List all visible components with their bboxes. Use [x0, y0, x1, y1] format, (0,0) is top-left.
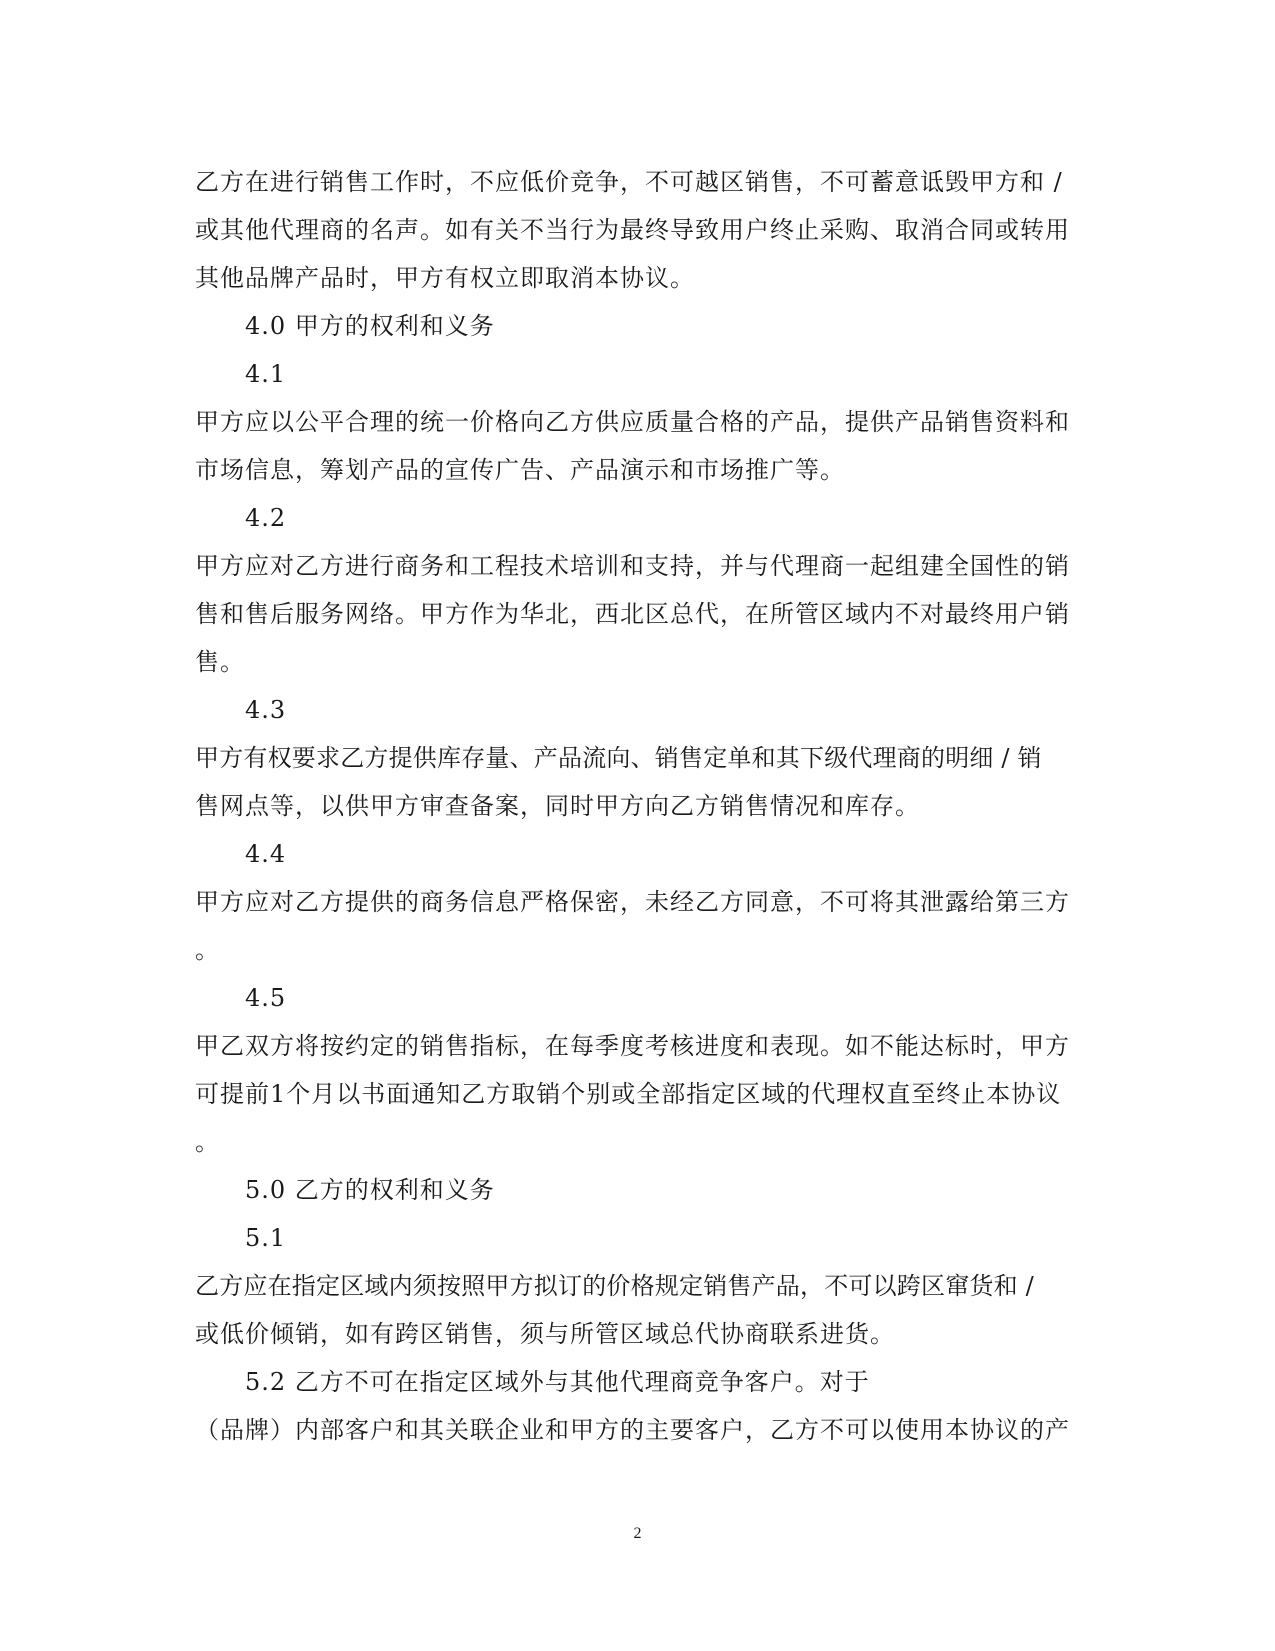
text-line: 售网点等，以供甲方审查备案，同时甲方向乙方销售情况和库存。	[195, 792, 920, 820]
clause-number: 4.1	[245, 360, 287, 388]
text-line: 可提前1个月以书面通知乙方取销个别或全部指定区域的代理权直至终止本协议	[195, 1080, 1062, 1108]
text-line: 甲方应以公平合理的统一价格向乙方供应质量合格的产品，提供产品销售资料和	[195, 408, 1070, 436]
page-number: 2	[633, 1525, 642, 1542]
text-line: 或其他代理商的名声。如有关不当行为最终导致用户终止采购、取消合同或转用	[195, 216, 1070, 244]
clause-number: 4.3	[245, 696, 287, 724]
text-line: （品牌）内部客户和其关联企业和甲方的主要客户，乙方不可以使用本协议的产	[195, 1416, 1070, 1444]
text-line: 市场信息，筹划产品的宣传广告、产品演示和市场推广等。	[195, 456, 845, 484]
clause-number: 4.4	[245, 840, 287, 868]
section-heading: 5.0 乙方的权利和义务	[245, 1176, 495, 1204]
text-line: 或低价倾销，如有跨区销售，须与所管区域总代协商联系进货。	[195, 1320, 895, 1348]
text-line: 售和售后服务网络。甲方作为华北，西北区总代，在所管区域内不对最终用户销	[195, 600, 1070, 628]
clause-number: 5.1	[245, 1224, 287, 1252]
text-line: 甲方有权要求乙方提供库存量、产品流向、销售定单和其下级代理商的明细 / 销	[195, 744, 1042, 772]
section-heading: 4.0 甲方的权利和义务	[245, 312, 495, 340]
document-body	[195, 158, 1070, 1454]
text-line: 。	[195, 936, 220, 964]
text-line: 乙方在进行销售工作时，不应低价竞争，不可越区销售，不可蓄意诋毁甲方和 /	[195, 168, 1063, 196]
text-line: 甲乙双方将按约定的销售指标，在每季度考核进度和表现。如不能达标时，甲方	[195, 1032, 1070, 1060]
text-line: 乙方应在指定区域内须按照甲方拟订的价格规定销售产品，不可以跨区窜货和 /	[195, 1272, 1034, 1300]
text-line: 售。	[195, 648, 245, 676]
text-line: 甲方应对乙方提供的商务信息严格保密，未经乙方同意，不可将其泄露给第三方	[195, 888, 1070, 916]
clause-number: 4.5	[245, 984, 287, 1012]
text-line: 。	[195, 1128, 220, 1156]
text-line: 甲方应对乙方进行商务和工程技术培训和支持，并与代理商一起组建全国性的销	[195, 552, 1070, 580]
clause-number: 4.2	[245, 504, 287, 532]
text-line: 其他品牌产品时，甲方有权立即取消本协议。	[195, 264, 695, 292]
text-line: 5.2 乙方不可在指定区域外与其他代理商竞争客户。对于	[245, 1368, 870, 1396]
